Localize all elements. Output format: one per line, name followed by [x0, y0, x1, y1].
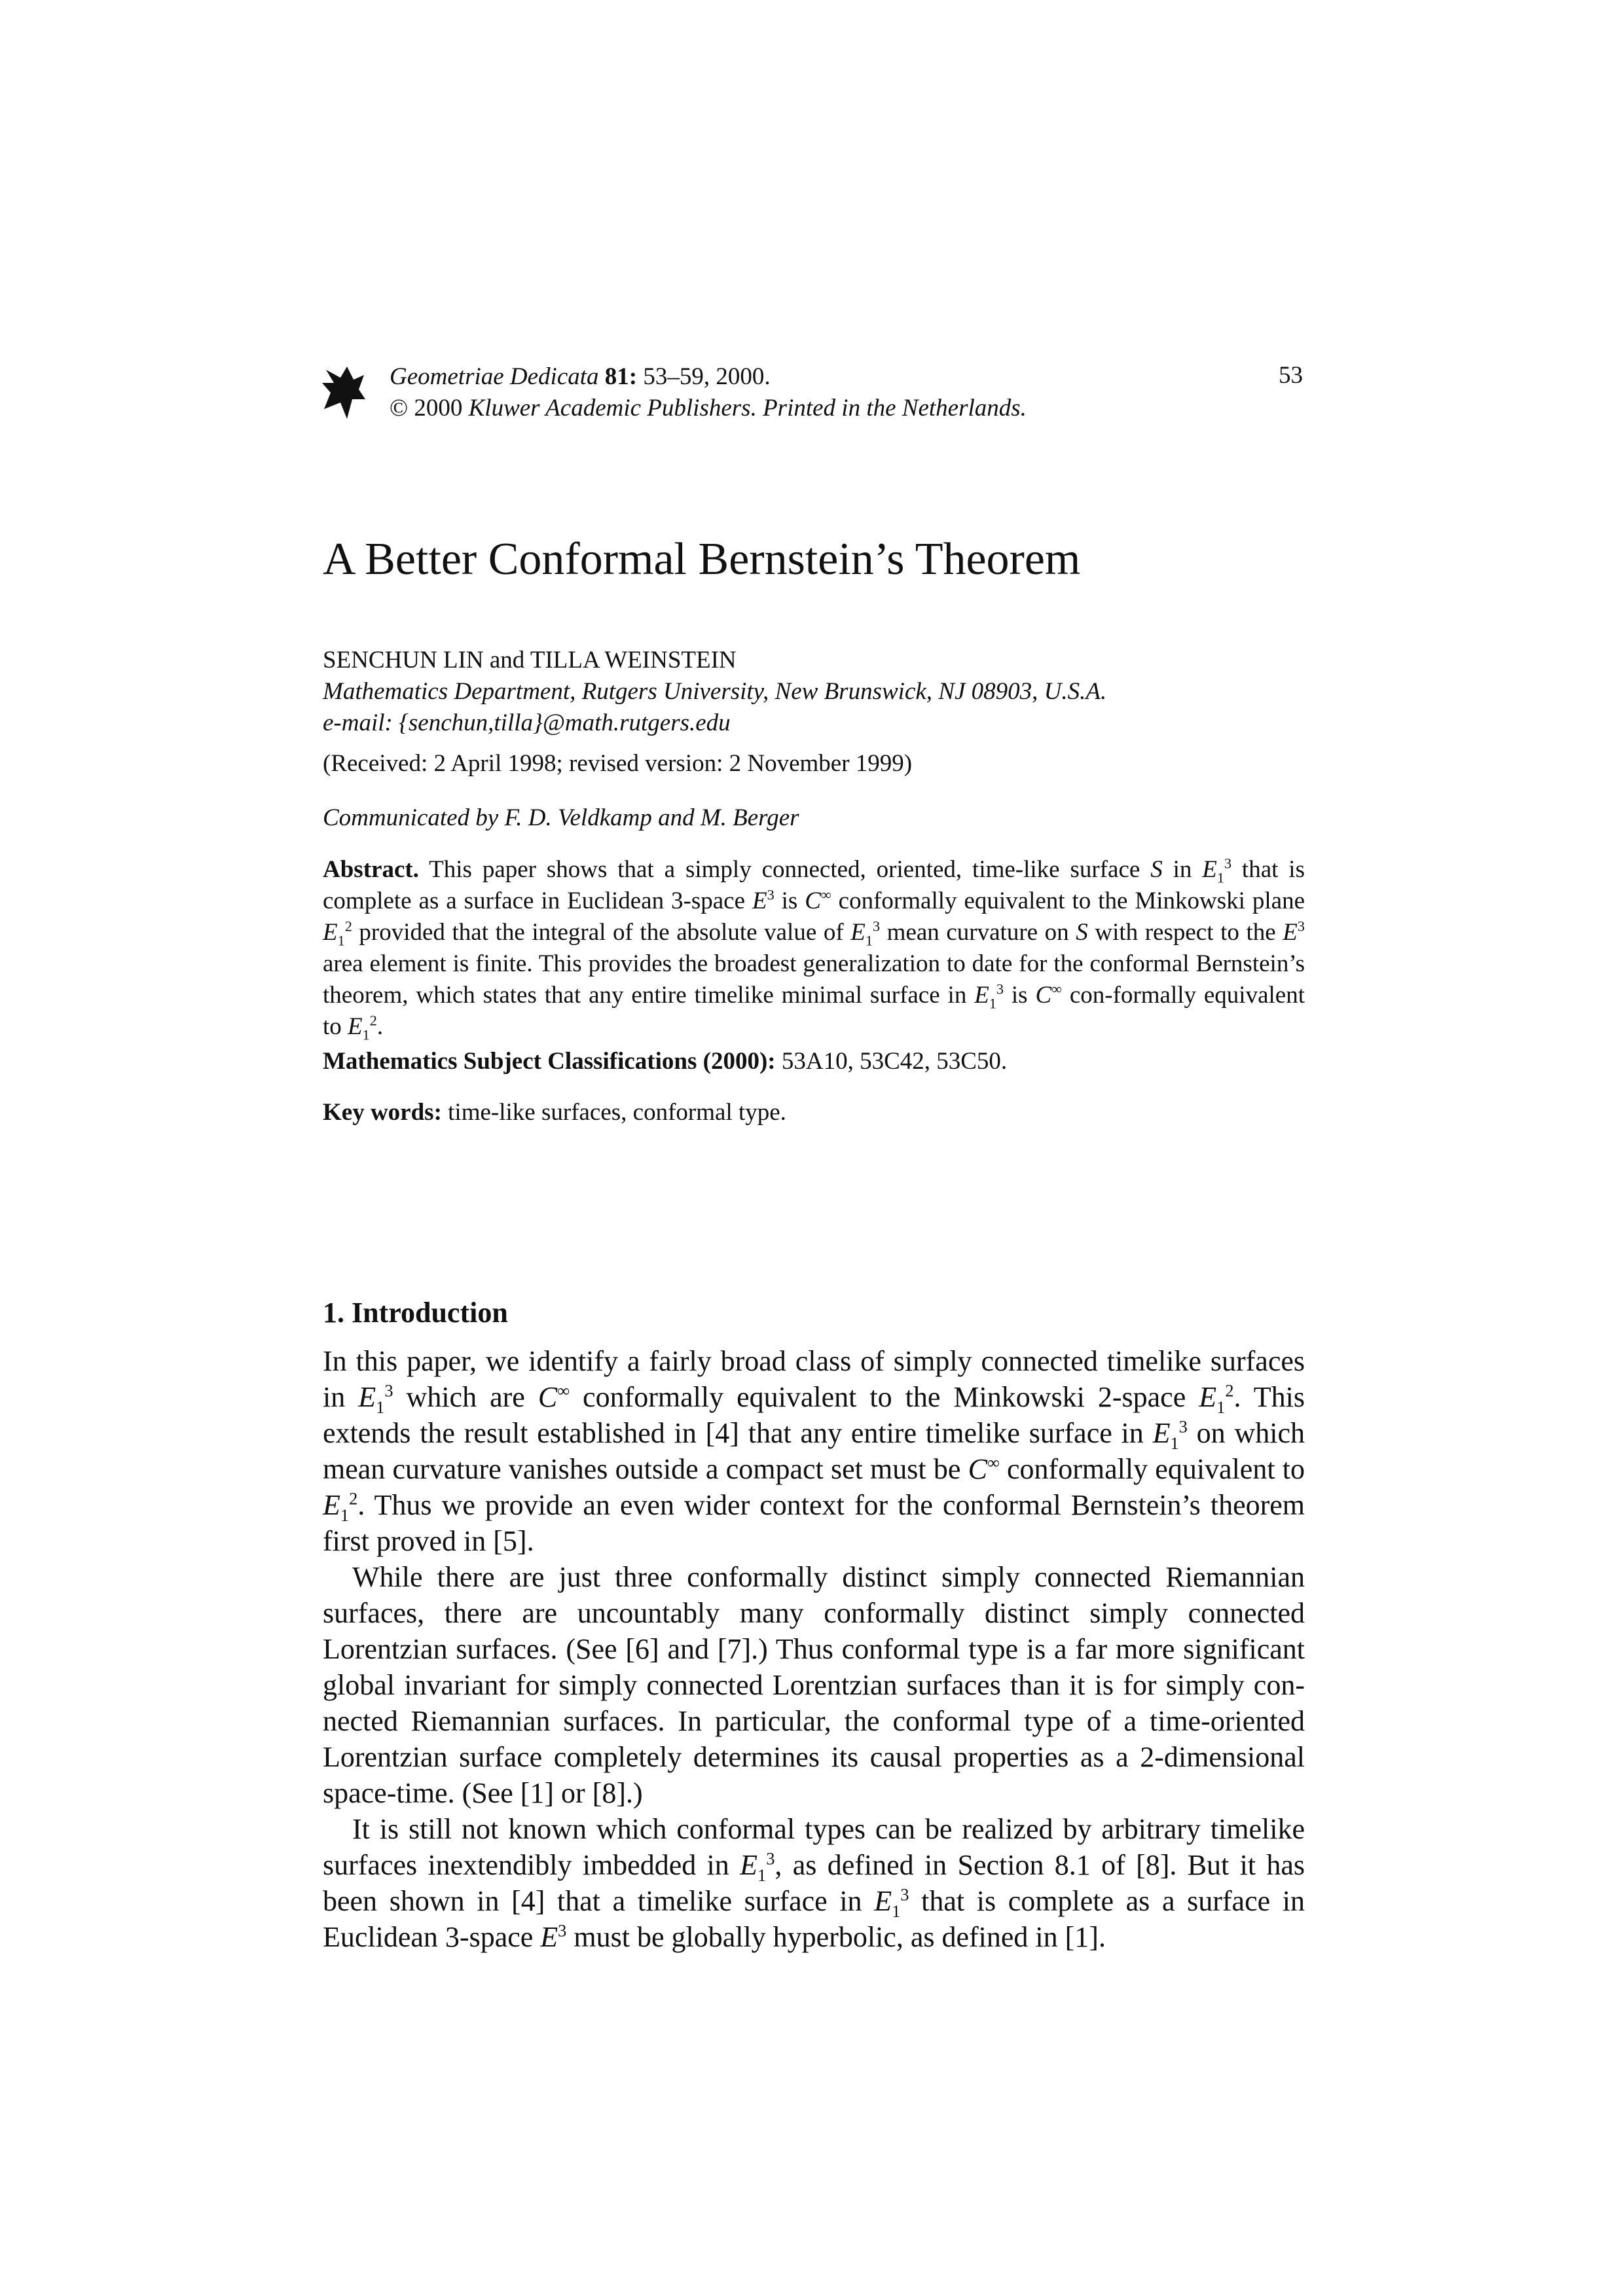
- msc-label: Mathematics Subject Classifications (2000):: [323, 1048, 776, 1075]
- copyright-year: 2000: [414, 395, 463, 422]
- communicated-by: Communicated by F. D. Veldkamp and M. Berger: [323, 804, 799, 831]
- body-text-run: which are: [393, 1381, 538, 1413]
- body-text-run: conformally equivalent to the Minkowski 2-space: [570, 1381, 1199, 1413]
- abstract-text: .: [376, 1013, 384, 1040]
- kluwer-logo-icon: [321, 363, 367, 422]
- abstract-text: in: [1162, 856, 1203, 883]
- body-text-run: that is complete as a surface in Euclidean 3-space: [323, 1885, 1305, 1953]
- body-text-run: conformally equivalent to: [999, 1453, 1305, 1485]
- body-text-run: In this paper, we identify a fairly broad class of simply connected timelike surfaces in: [323, 1345, 1305, 1413]
- abstract: Abstract. This paper shows that a simply connected, oriented, time-like surface S in $E_1^3$ that is complete as a surface in Euclidean 3-space $E^3$ is C∞ conformally equivalent to the Minkowski plane $E_1^2$ provided that the integral of the absolute value of $E_1^3$ mean curvature on S with respect to the $E^3$ area element is finite. This provides the broadest generalization to date for the conformal Bernstein’s theorem, which states that any entire timelike minimal surface in $E_1^3$ is C∞ con-formally equivalent to $E_1^2$.: [323, 855, 1305, 1043]
- keywords-line: [323, 1098, 786, 1126]
- abstract-text: con-formally equivalent to: [323, 982, 1305, 1040]
- keywords-value: time-like surfaces, conformal type.: [448, 1099, 786, 1126]
- abstract-text: area element is finite. This provides the broadest generalization to date for the conformal Bernstein’s theorem, which states that any entire timelike minimal surface in: [323, 950, 1305, 1009]
- paragraph: It is still not known which conformal types can be realized by arbitrary timelike surfaces inextendibly imbedded in $E_1^3$, as defined in Section 8.1 of [8]. But it has been shown in [4] that a timelike surface in $E_1^3$ that is complete as a surface in Euclidean 3-space $E^3$ must be globally hyperbolic, as defined in [1].: [323, 1813, 1305, 1953]
- body-text-run: It is still not known which conformal types can be realized by arbitrary timelike surfaces inextendibly imbedded in: [323, 1813, 1305, 1881]
- body-text-run: . Thus we provide an even wider context for the conformal Bernstein’s theorem first proved in [5].: [323, 1489, 1305, 1557]
- email-line: [323, 708, 1106, 739]
- abstract-text: This paper shows that a simply connected, oriented, time-like surface: [429, 856, 1151, 883]
- author-block: [323, 645, 1106, 739]
- msc-line: [323, 1047, 1007, 1075]
- journal-name: Geometriae Dedicata: [390, 363, 599, 390]
- email-address: {senchun,tilla}@math.rutgers.edu: [399, 709, 731, 736]
- affiliation: Mathematics Department, Rutgers University, New Brunswick, NJ 08903, U.S.A.: [323, 678, 1107, 705]
- abstract-text: conformally equivalent to the Minkowski plane: [831, 888, 1305, 914]
- abstract-text: is: [1004, 982, 1036, 1009]
- section-heading: 1. Introduction: [323, 1297, 508, 1329]
- abstract-text: mean curvature on: [880, 919, 1076, 946]
- body-text: [323, 1343, 1305, 1955]
- email-label: e-mail:: [323, 709, 393, 736]
- body-text-run: . This extends the result established in [4] that any entire timelike surface in: [323, 1381, 1305, 1449]
- publisher-line: Kluwer Academic Publishers. Printed in the Netherlands.: [468, 395, 1027, 422]
- received-dates: (Received: 2 April 1998; revised version: 2 November 1999): [323, 750, 913, 777]
- paragraph: In this paper, we identify a fairly broad class of simply connected timelike surfaces in $E_1^3$ which are C∞ conformally equivalent to the Minkowski 2-space $E_1^2$. This extends the result established in [4] that any entire timelike surface in $E_1^3$ on which mean curvature vanishes outside a compact set must be C∞ conformally equivalent to $E_1^2$. Thus we provide an even wider context for the conformal Bernstein’s theorem first proved in [5].: [323, 1345, 1305, 1557]
- body-text-run: , as defined in Section 8.1 of [8]. But it has been shown in [4] that a timelike surface in: [323, 1849, 1305, 1917]
- abstract-text: S: [1150, 856, 1163, 883]
- keywords-label: Key words:: [323, 1099, 442, 1126]
- journal-volume: 81:: [604, 363, 638, 390]
- paragraph: While there are just three conformally distinct simply connected Riemannian surfaces, there are uncountably many conformally distinct simply connected Lorentzian surfaces. (See [6] and [7].) Thus conformal type is a far more significant global invariant for simply connected Lorentzian surfaces than it is for simply con-nected Riemannian surfaces. In particular, the conformal type of a time-oriented Lorentzian surface completely determines its causal properties as a 2-dimensional space-time. (See [1] or [8].): [323, 1561, 1305, 1809]
- msc-value: 53A10, 53C42, 53C50.: [781, 1048, 1008, 1075]
- authors: SENCHUN LIN and TILLA WEINSTEIN: [323, 647, 737, 673]
- abstract-text: with respect to the: [1087, 919, 1283, 946]
- abstract-label: Abstract.: [323, 856, 419, 883]
- abstract-text: that is complete as a surface in Euclidean 3-space: [323, 856, 1305, 914]
- journal-pages: 53–59, 2000.: [643, 363, 771, 390]
- abstract-text: provided that the integral of the absolute value of: [352, 919, 851, 946]
- abstract-text: is: [774, 888, 805, 914]
- body-text-run: on which mean curvature vanishes outside a compact set must be: [323, 1417, 1305, 1485]
- journal-header: [390, 361, 1027, 424]
- paper-title: A Better Conformal Bernstein’s Theorem: [323, 534, 1081, 584]
- copyright-icon: ©: [390, 395, 409, 422]
- body-text-run: must be globally hyperbolic, as defined in [1].: [566, 1921, 1106, 1953]
- page-number: 53: [1279, 362, 1303, 389]
